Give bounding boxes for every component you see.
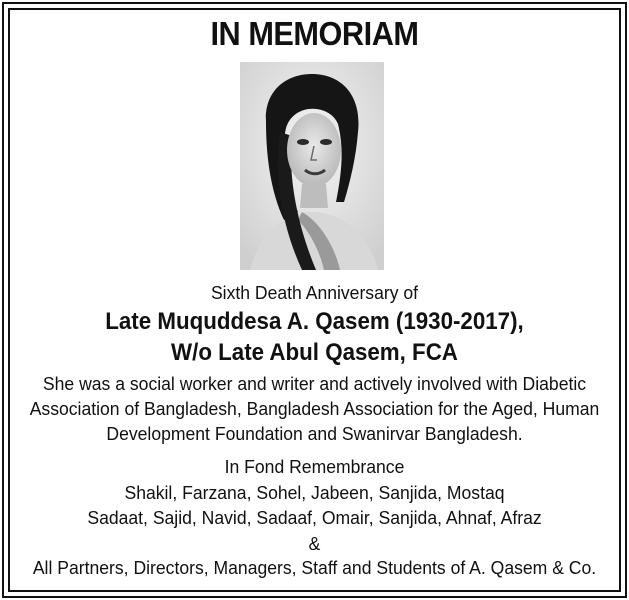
- bio-line-1: She was a social worker and writer and actively involved with Diabetic: [42, 373, 587, 394]
- portrait-photo-illustration: [240, 62, 384, 270]
- family-line-2: Sadaat, Sajid, Navid, Sadaaf, Omair, Sanjida, Ahnaf, Afraz: [87, 507, 542, 528]
- ampersand: &: [308, 533, 321, 554]
- bio-line-3: Development Foundation and Swanirvar Bangladesh.: [106, 423, 523, 444]
- portrait-photo: [240, 62, 384, 270]
- bio-line-2: Association of Bangladesh, Bangladesh Association for the Aged, Human: [29, 398, 600, 419]
- spouse-line: W/o Late Abul Qasem, FCA: [171, 339, 458, 366]
- deceased-name: Late Muquddesa A. Qasem (1930-2017),: [105, 308, 524, 335]
- partners-line: All Partners, Directors, Managers, Staff and Students of A. Qasem & Co.: [32, 557, 597, 578]
- family-line-1: Shakil, Farzana, Sohel, Jabeen, Sanjida, Mostaq: [124, 482, 505, 503]
- memoriam-title: IN MEMORIAM: [210, 15, 419, 52]
- anniversary-line: Sixth Death Anniversary of: [210, 282, 419, 303]
- remembrance-heading: In Fond Remembrance: [224, 456, 405, 477]
